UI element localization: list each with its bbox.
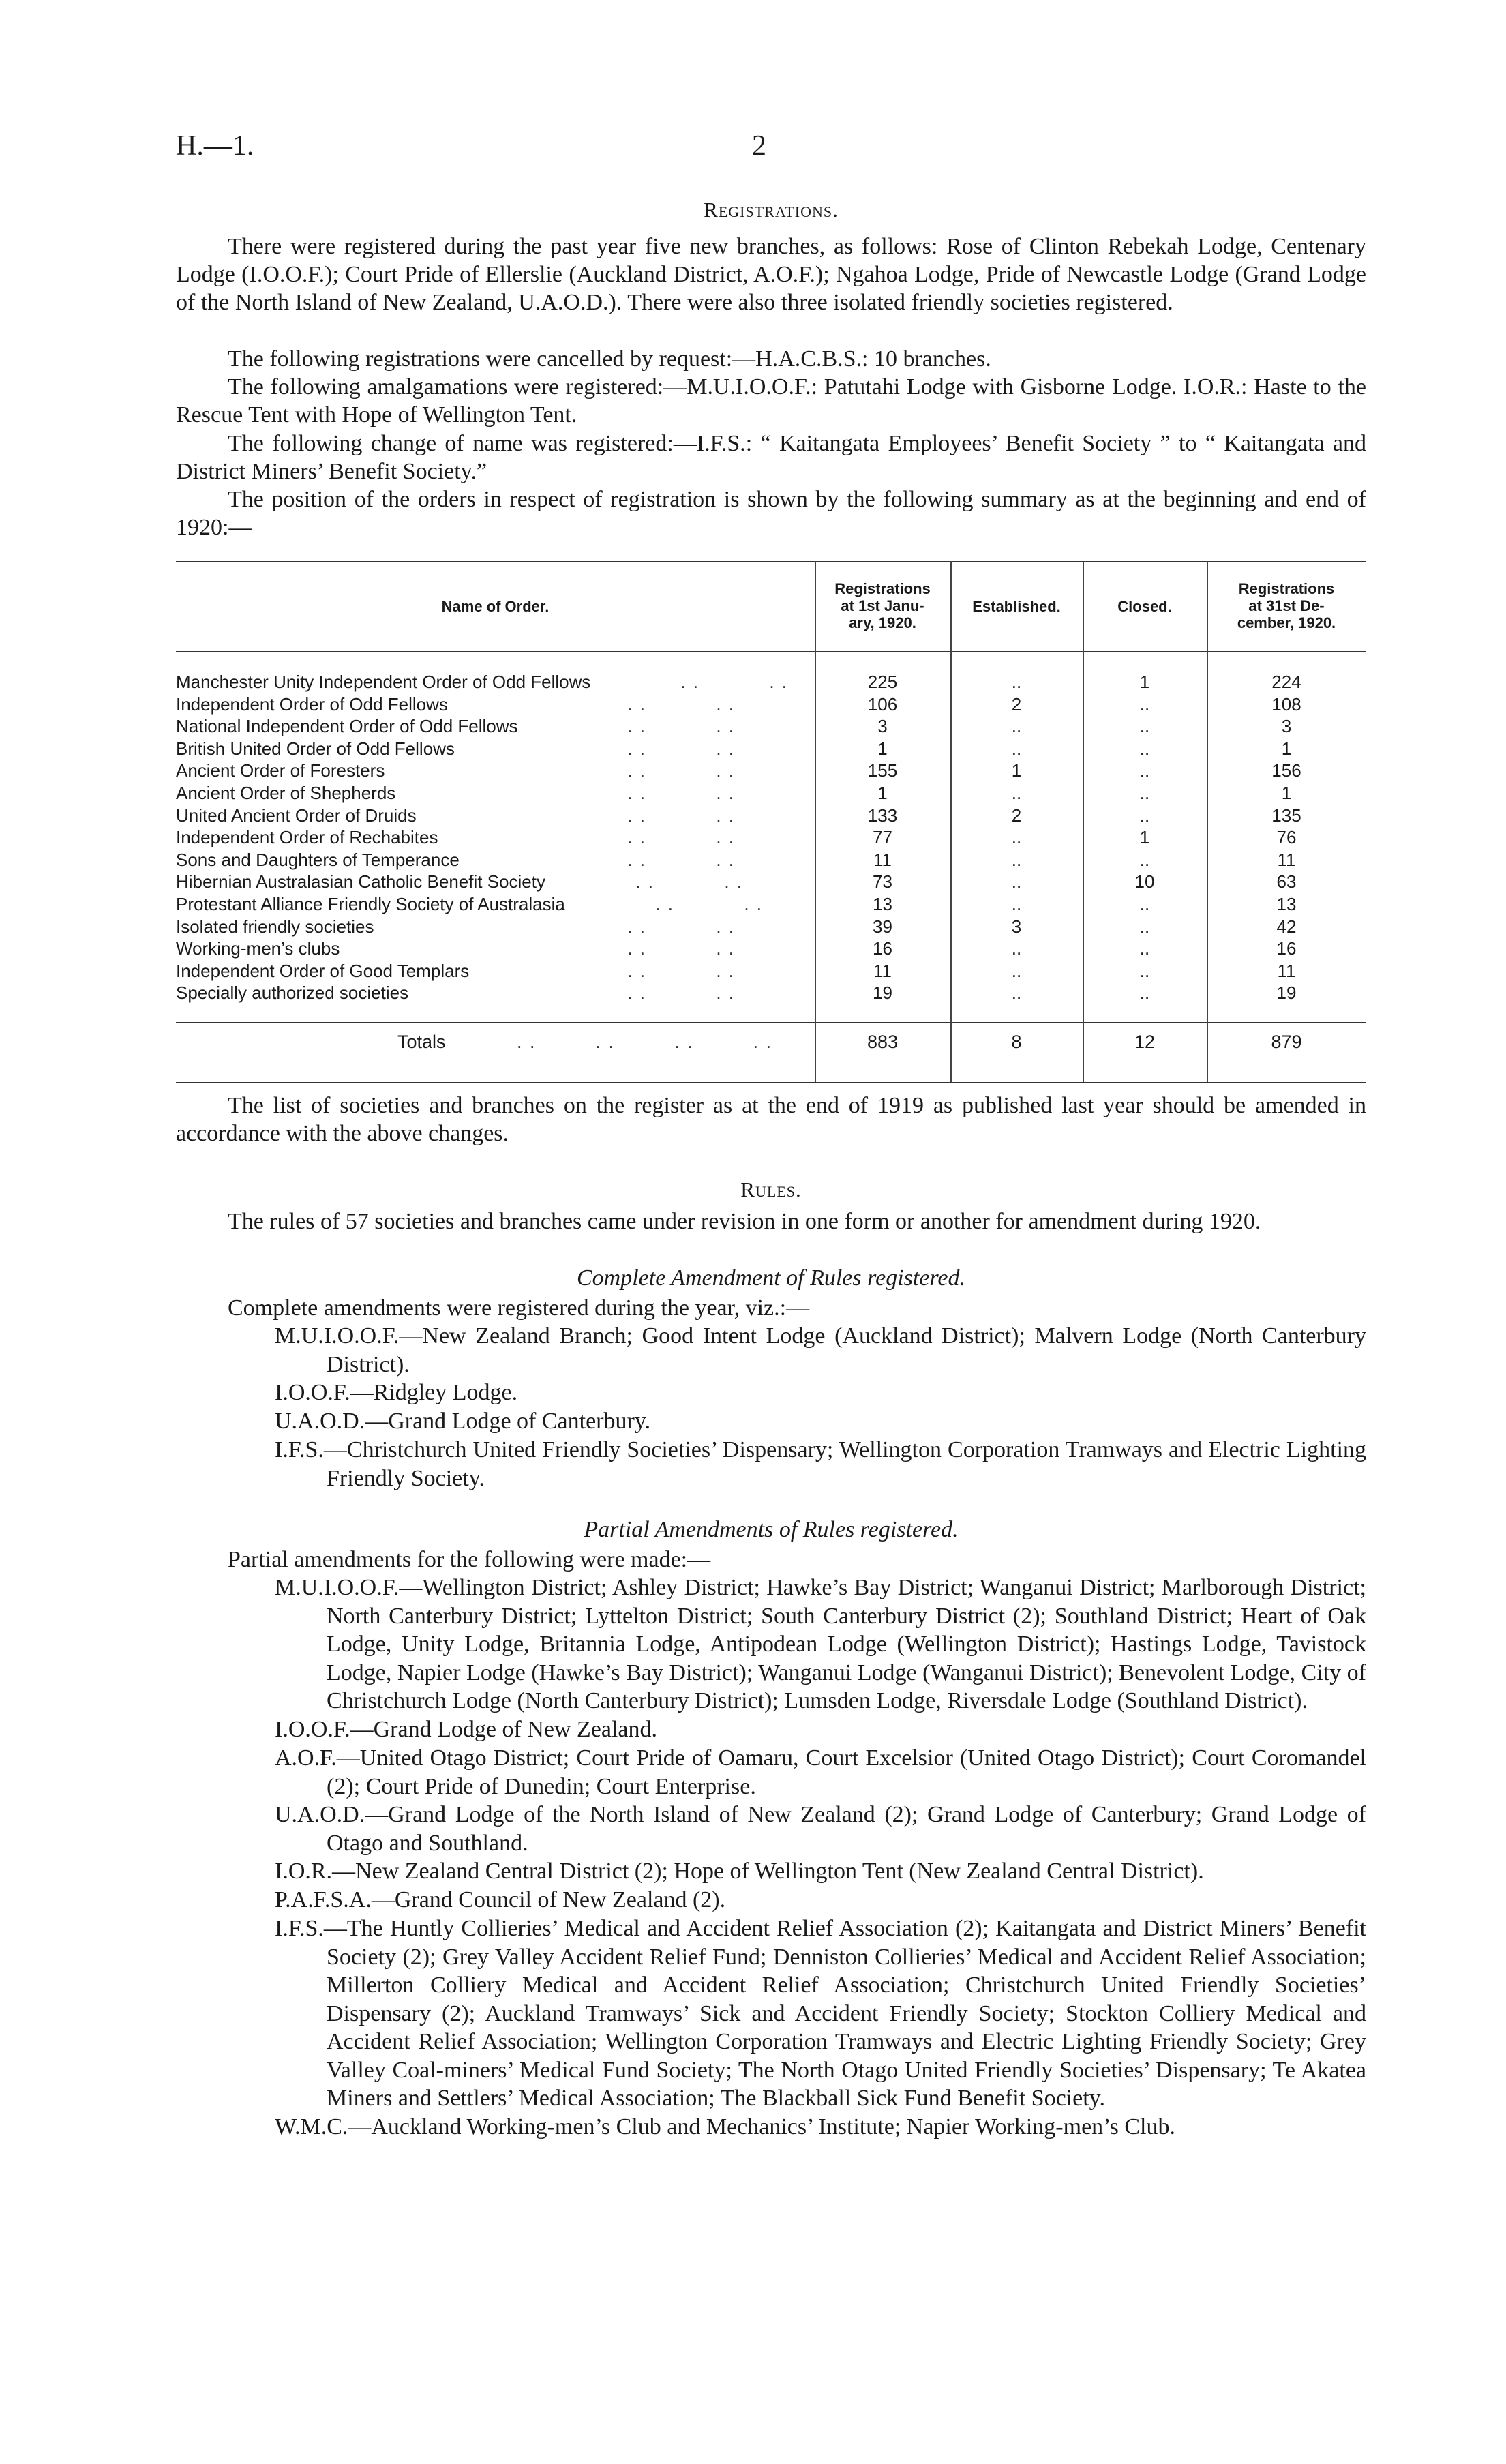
- header-closed: Closed.: [1117, 598, 1172, 615]
- order-name: Manchester Unity Independent Order of Odd Fellows: [176, 672, 591, 692]
- complete-amendment-heading: Complete Amendment of Rules registered.: [576, 1265, 965, 1291]
- established-value: 3: [1011, 916, 1022, 937]
- dot-leaders: [558, 850, 803, 871]
- registrations-end-value: 1: [1281, 738, 1292, 759]
- registrations-end-value: 16: [1276, 938, 1297, 959]
- registrations-paragraph-2: The following registrations were cancelled by request:—H.A.C.B.S.: 10 branches.: [228, 346, 991, 372]
- established-value: ..: [1011, 672, 1022, 692]
- dot-leader: . .: [716, 849, 735, 870]
- partial-amendment-heading: Partial Amendments of Rules registered.: [584, 1517, 959, 1542]
- closed-value: ..: [1139, 716, 1150, 737]
- series-reference: H.—1.: [176, 130, 254, 162]
- registrations-start-value: 16: [873, 938, 892, 959]
- dot-leader: . .: [627, 827, 646, 848]
- order-name: Hibernian Australasian Catholic Benefit Society: [176, 871, 545, 892]
- registrations-start-value: 13: [873, 894, 892, 914]
- amendment-entry: M.U.I.O.O.F.—New Zealand Branch; Good Intent Lodge (Auckland District); Malvern Lodge (North Canterbury District).: [275, 1323, 1366, 1377]
- header-registrations-start: [815, 580, 950, 631]
- established-value: ..: [1011, 894, 1022, 914]
- header-line: Registrations: [834, 580, 931, 597]
- closed-value: ..: [1139, 960, 1150, 981]
- dot-leader: . .: [627, 938, 646, 959]
- order-name: Specially authorized societies: [176, 982, 409, 1004]
- registrations-end-value: 11: [1277, 960, 1296, 981]
- dot-leader: . .: [627, 760, 646, 781]
- registrations-start-value: 155: [867, 760, 898, 781]
- established-value: ..: [1011, 827, 1022, 848]
- amendment-entry: U.A.O.D.—Grand Lodge of Canterbury.: [275, 1409, 651, 1434]
- totals-closed: 12: [1134, 1032, 1156, 1052]
- closed-value: 1: [1139, 672, 1150, 692]
- header-line: cember, 1920.: [1237, 614, 1336, 631]
- table-header-rule: [176, 651, 1366, 652]
- registrations-start-value: 3: [877, 716, 888, 737]
- registrations-end-value: 63: [1276, 871, 1297, 892]
- dot-leader: . .: [635, 871, 654, 892]
- header-line: at 31st De-: [1248, 597, 1325, 614]
- registrations-end-value: 76: [1276, 827, 1297, 848]
- header-line: Registrations: [1238, 580, 1335, 597]
- order-name: Independent Order of Rechabites: [176, 827, 438, 848]
- registrations-start-value: 19: [873, 982, 892, 1004]
- dot-leaders: [558, 716, 803, 737]
- dot-leaders: [558, 694, 803, 715]
- amendment-entry: I.O.O.F.—Ridgley Lodge.: [275, 1380, 518, 1405]
- dot-leaders: [558, 961, 803, 982]
- dot-leader: . .: [716, 827, 735, 848]
- totals-label: Totals: [397, 1032, 446, 1052]
- established-value: ..: [1011, 871, 1022, 892]
- table-row: [176, 827, 1366, 850]
- closed-value: ..: [1139, 938, 1150, 959]
- amendment-entry: I.F.S.—The Huntly Collieries’ Medical and Accident Relief Association (2); Kaitangata and District Miners’ Benefit Society (2); Grey Valley Accident Relief Fund; Denniston Collieries’ Medical and Accident Relief Association; Millerton Colliery Medical and Accident Relief Association; Christchurch United Friendly Societies’ Dispensary (2); Auckland Tramways’ Sick and Accident Friendly Society; Stockton Colliery Medical and Accident Relief Association; Wellington Corporation Tramways and Electric Lighting Friendly Society; Grey Valley Coal-miners’ Medical Fund Society; The North Otago United Friendly Societies’ Dispensary; Te Akatea Miners and Settlers’ Medical Association; The Blackball Sick Fund Benefit Society.: [275, 1916, 1366, 2111]
- totals-start: 883: [867, 1032, 899, 1052]
- registrations-end-value: 11: [1277, 849, 1296, 870]
- registrations-start-value: 106: [867, 693, 898, 715]
- registrations-start-value: 133: [867, 805, 898, 826]
- order-name: Ancient Order of Shepherds: [176, 783, 396, 803]
- closed-value: ..: [1139, 693, 1150, 715]
- table-row: [176, 894, 1366, 916]
- closed-value: ..: [1139, 760, 1150, 781]
- registrations-start-value: 1: [877, 783, 888, 803]
- amendment-entry: I.O.R.—New Zealand Central District (2); Hope of Wellington Tent (New Zealand Central District).: [275, 1859, 1204, 1884]
- registrations-paragraph-4: The following change of name was registered:—I.F.S.: “ Kaitangata Employees’ Benefit Society ” to “ Kaitangata and District Miners’ Benefit Society.”: [176, 431, 1366, 484]
- dot-leaders: [566, 871, 803, 892]
- order-name: Working-men’s clubs: [176, 938, 340, 959]
- table-row: [176, 760, 1366, 783]
- registrations-start-value: 73: [873, 871, 892, 892]
- dot-leaders: [558, 938, 803, 959]
- table-row: [176, 938, 1366, 961]
- closed-value: ..: [1139, 738, 1150, 759]
- dot-leaders: [558, 760, 803, 781]
- closed-value: 10: [1134, 871, 1155, 892]
- dot-leader: . .: [627, 738, 646, 759]
- registrations-end-value: 156: [1271, 760, 1301, 781]
- amendment-entry: W.M.C.—Auckland Working-men’s Club and Mechanics’ Institute; Napier Working-men’s Club.: [275, 2114, 1175, 2139]
- dot-leader: . .: [716, 982, 735, 1004]
- registrations-heading: Registrations.: [704, 198, 839, 222]
- dot-leader: . .: [716, 916, 735, 937]
- dot-leader: . .: [724, 871, 743, 892]
- complete-amendment-intro: Complete amendments were registered during the year, viz.:—: [228, 1295, 810, 1321]
- header-line: ary, 1920.: [849, 614, 916, 631]
- table-row: [176, 672, 1366, 694]
- totals-end: 879: [1271, 1032, 1302, 1052]
- dot-leader: . .: [716, 960, 735, 981]
- dot-leader: . .: [744, 894, 763, 914]
- registrations-end-value: 224: [1271, 672, 1301, 692]
- order-name: Independent Order of Good Templars: [176, 960, 470, 981]
- dot-leaders: [586, 894, 803, 915]
- order-name: Independent Order of Odd Fellows: [176, 693, 448, 715]
- registrations-paragraph-3: The following amalgamations were registered:—M.U.I.O.O.F.: Patutahi Lodge with Gisborne Lodge. I.O.R.: Haste to the Rescue Tent with Hope of Wellington Tent.: [176, 374, 1366, 427]
- closed-value: ..: [1139, 894, 1150, 914]
- established-value: ..: [1011, 982, 1022, 1004]
- table-row: [176, 916, 1366, 939]
- dot-leader: . .: [655, 894, 674, 914]
- dot-leaders: [558, 805, 803, 826]
- order-name: Protestant Alliance Friendly Society of Australasia: [176, 894, 565, 914]
- registrations-end-value: 1: [1281, 783, 1292, 803]
- header-registrations-end: [1207, 580, 1366, 631]
- dot-leader: . .: [716, 805, 735, 826]
- dot-leader: . .: [680, 672, 699, 692]
- table-bottom-rule: [176, 1082, 1366, 1083]
- dot-leader: . .: [627, 716, 646, 737]
- amendment-entry: M.U.I.O.O.F.—Wellington District; Ashley District; Hawke’s Bay District; Wanganui District; Marlborough District; North Canterbury District; Lyttelton District; South Canterbury District (2); Southland District; Heart of Oak Lodge, Unity Lodge, Britannia Lodge, Antipodean Lodge (Wellington District); Hastings Lodge, Tavistock Lodge, Napier Lodge (Hawke’s Bay District); Wanganui Lodge (Wanganui District); Benevolent Lodge, City of Christchurch Lodge (North Canterbury District); Lumsden Lodge, Riversdale Lodge (Southland District).: [275, 1575, 1366, 1713]
- dot-leader: . .: [595, 1032, 616, 1052]
- registrations-end-value: 135: [1271, 805, 1301, 826]
- dot-leader: . .: [716, 938, 735, 959]
- header-established: Established.: [972, 598, 1061, 615]
- closed-value: ..: [1139, 783, 1150, 803]
- page-number: 2: [752, 130, 766, 162]
- dot-leader: . .: [716, 783, 735, 803]
- rules-paragraph-1: The rules of 57 societies and branches came under revision in one form or another for amendment during 1920.: [228, 1209, 1261, 1234]
- dot-leader: . .: [769, 672, 788, 692]
- closed-value: 1: [1139, 827, 1150, 848]
- table-row: [176, 694, 1366, 717]
- dot-leader: . .: [627, 916, 646, 937]
- table-row: [176, 805, 1366, 828]
- closed-value: ..: [1139, 805, 1150, 826]
- table-totals-rule: [176, 1022, 1366, 1023]
- dot-leader: . .: [753, 1032, 773, 1052]
- closed-value: ..: [1139, 982, 1150, 1004]
- table-row: [176, 871, 1366, 894]
- dot-leaders: [558, 916, 803, 937]
- order-name: Sons and Daughters of Temperance: [176, 849, 460, 870]
- registrations-end-value: 13: [1276, 894, 1297, 914]
- established-value: 2: [1011, 693, 1022, 715]
- amendment-entry: I.F.S.—Christchurch United Friendly Societies’ Dispensary; Wellington Corporation Tramways and Electric Lighting Friendly Society.: [275, 1437, 1366, 1491]
- rules-heading: Rules.: [740, 1177, 802, 1201]
- amendment-entry: U.A.O.D.—Grand Lodge of the North Island of New Zealand (2); Grand Lodge of Canterbury; Grand Lodge of Otago and Southland.: [275, 1802, 1366, 1856]
- amendment-entry: A.O.F.—United Otago District; Court Pride of Oamaru, Court Excelsior (United Otago District); Court Coromandel (2); Court Pride of Dunedin; Court Enterprise.: [275, 1745, 1366, 1799]
- dot-leaders: [611, 672, 803, 693]
- header-line: at 1st Janu-: [841, 597, 924, 614]
- amendment-entry: I.O.O.F.—Grand Lodge of New Zealand.: [275, 1717, 657, 1742]
- order-name: Isolated friendly societies: [176, 916, 374, 937]
- registrations-start-value: 1: [877, 738, 888, 759]
- registrations-end-value: 3: [1281, 716, 1292, 737]
- dot-leader: . .: [627, 849, 646, 870]
- registrations-start-value: 77: [873, 827, 892, 848]
- table-top-rule: [176, 561, 1366, 562]
- dot-leaders: [517, 1032, 803, 1053]
- closed-value: ..: [1139, 849, 1150, 870]
- established-value: ..: [1011, 716, 1022, 737]
- dot-leaders: [558, 827, 803, 848]
- table-row: [176, 738, 1366, 761]
- registrations-start-value: 11: [873, 849, 892, 870]
- amendment-entry: P.A.F.S.A.—Grand Council of New Zealand (2).: [275, 1887, 726, 1912]
- registrations-note: The list of societies and branches on the register as at the end of 1919 as published last year should be amended in accordance with the above changes.: [176, 1093, 1366, 1146]
- established-value: ..: [1011, 960, 1022, 981]
- registrations-end-value: 108: [1271, 693, 1301, 715]
- table-row: [176, 783, 1366, 805]
- table-row: [176, 850, 1366, 872]
- partial-amendment-intro: Partial amendments for the following were made:—: [228, 1547, 711, 1572]
- dot-leaders: [558, 783, 803, 804]
- table-totals-row: [176, 1032, 1366, 1054]
- established-value: 2: [1011, 805, 1022, 826]
- established-value: 1: [1011, 760, 1022, 781]
- established-value: ..: [1011, 738, 1022, 759]
- registrations-paragraph-1: There were registered during the past year five new branches, as follows: Rose of Clinton Rebekah Lodge, Centenary Lodge (I.O.O.F.); Court Pride of Ellerslie (Auckland District, A.O.F.); Ngahoa Lodge, Pride of Newcastle Lodge (Grand Lodge of the North Island of New Zealand, U.A.O.D.). There were also three isolated friendly societies registered.: [176, 234, 1366, 315]
- registrations-end-value: 19: [1276, 982, 1297, 1004]
- totals-established: 8: [1011, 1032, 1022, 1052]
- registration-summary-table: [176, 561, 1366, 1083]
- dot-leader: . .: [517, 1032, 537, 1052]
- dot-leader: . .: [716, 716, 735, 737]
- dot-leader: . .: [627, 805, 646, 826]
- dot-leader: . .: [627, 960, 646, 981]
- established-value: ..: [1011, 849, 1022, 870]
- header-name-of-order: Name of Order.: [441, 598, 549, 615]
- order-name: British United Order of Odd Fellows: [176, 738, 455, 759]
- table-row: [176, 982, 1366, 1005]
- registrations-paragraph-5: The position of the orders in respect of registration is shown by the following summary as at the beginning and end of 1920:—: [176, 487, 1366, 540]
- established-value: ..: [1011, 938, 1022, 959]
- dot-leaders: [558, 982, 803, 1004]
- dot-leader: . .: [716, 760, 735, 781]
- order-name: United Ancient Order of Druids: [176, 805, 417, 826]
- registrations-start-value: 39: [873, 916, 892, 937]
- order-name: National Independent Order of Odd Fellows: [176, 716, 518, 737]
- table-row: [176, 961, 1366, 983]
- registrations-start-value: 225: [867, 672, 898, 692]
- dot-leader: . .: [716, 693, 735, 715]
- registrations-start-value: 11: [873, 960, 892, 981]
- closed-value: ..: [1139, 916, 1150, 937]
- dot-leader: . .: [627, 783, 646, 803]
- table-row: [176, 716, 1366, 738]
- dot-leader: . .: [627, 982, 646, 1004]
- registrations-end-value: 42: [1276, 916, 1297, 937]
- dot-leader: . .: [674, 1032, 694, 1052]
- order-name: Ancient Order of Foresters: [176, 760, 385, 781]
- dot-leader: . .: [716, 738, 735, 759]
- dot-leader: . .: [627, 693, 646, 715]
- dot-leaders: [558, 738, 803, 760]
- established-value: ..: [1011, 783, 1022, 803]
